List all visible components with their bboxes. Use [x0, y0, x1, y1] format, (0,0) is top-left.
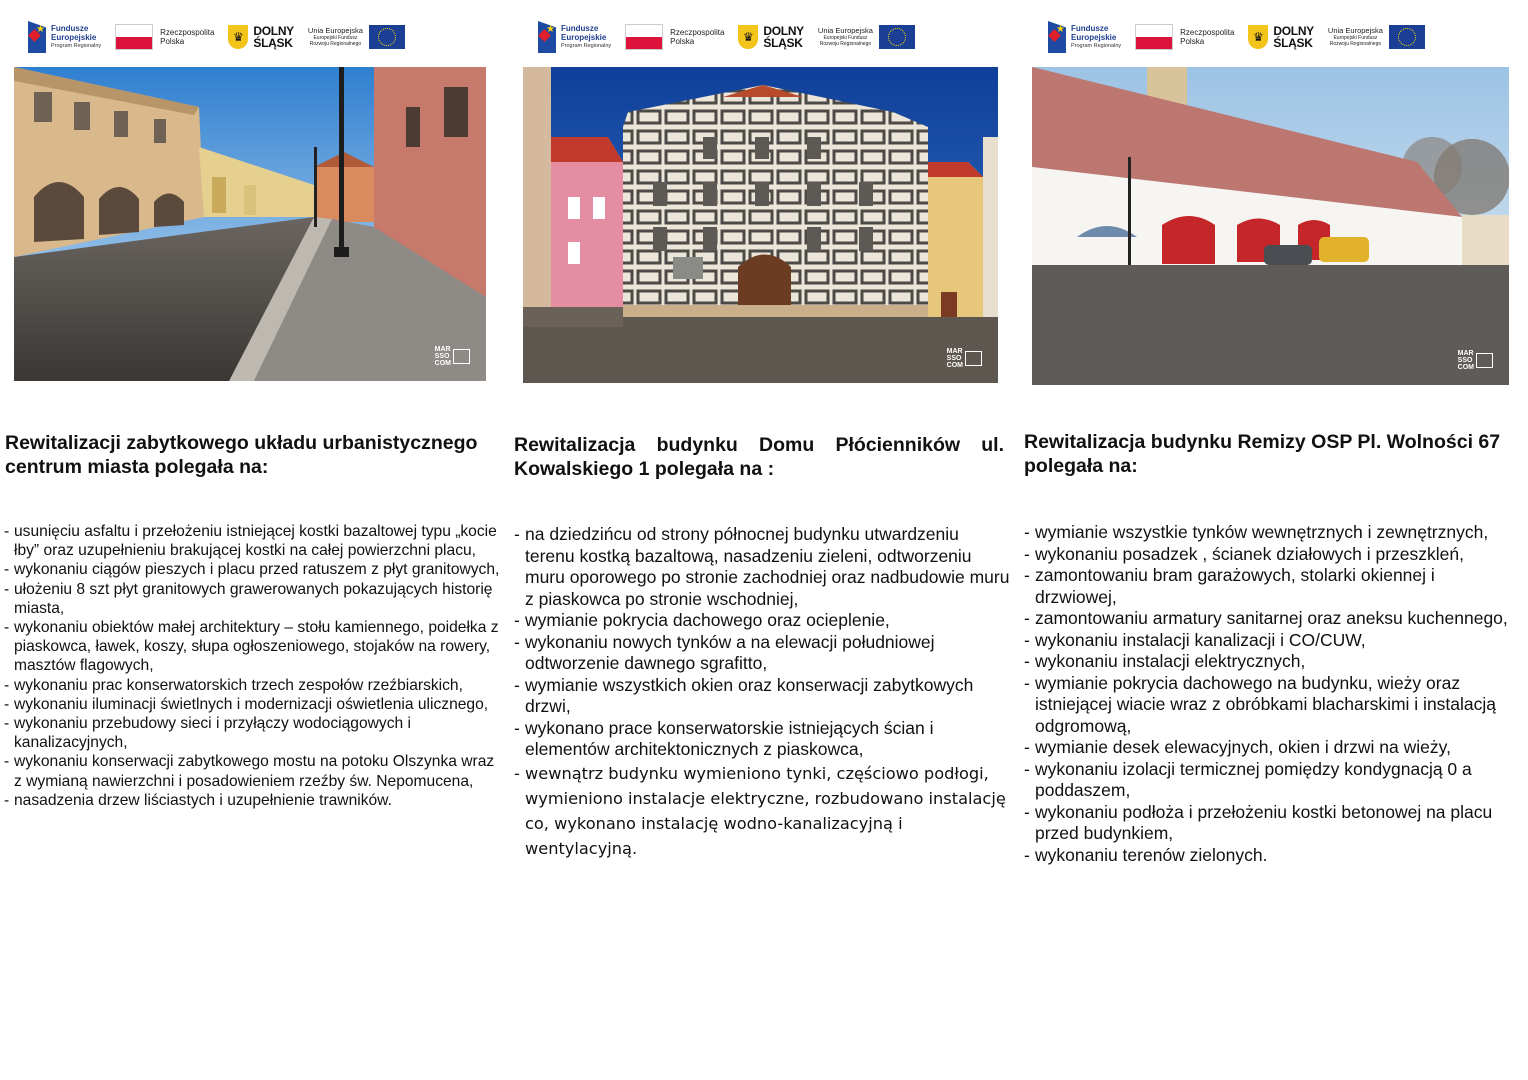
funding-logos — [538, 18, 929, 56]
list-item: - nasadzenia drzew liściastych i uzupełnienie trawników. — [4, 791, 504, 810]
list-item: - wykonaniu nowych tynków a na elewacji południowej odtworzenie dawnego sgrafitto, — [514, 632, 1010, 675]
list-item: - ułożeniu 8 szt płyt granitowych grawerowanych pokazujących historię miasta, — [4, 580, 504, 618]
list-item: - wymianie wszystkich okien oraz konserwacji zabytkowych drzwi, — [514, 675, 1010, 718]
work-list — [4, 522, 504, 810]
section-heading: Rewitalizacja budynku Domu Płócienników ul. Kowalskiego 1 polegała na : — [514, 434, 1004, 480]
list-item: - wykonaniu posadzek , ścianek działowych i przeszkleń, — [1024, 544, 1520, 566]
unia-europejska-logo: Unia Europejska Europejski Fundusz Rozwoju Regionalnego — [308, 25, 405, 49]
list-item: - zamontowaniu armatury sanitarnej oraz aneksu kuchennego, — [1024, 608, 1520, 630]
list-item: - wykonaniu obiektów małej architektury – stołu kamiennego, poidełka z piaskowca, ławek, koszy, słupa ogłoszeniowego, stojaków na rowery, masztów flagowych, — [4, 618, 504, 676]
fundusze-europejskie-logo: ★ Fundusze Europejskie Program Regionalny — [538, 21, 611, 53]
photographer-watermark: MAR SSO COM — [947, 348, 982, 369]
list-item: - zamontowaniu bram garażowych, stolarki okiennej i drzwiowej, — [1024, 565, 1520, 608]
list-item: - wykonaniu podłoża i przełożeniu kostki betonowej na placu przed budynkiem, — [1024, 802, 1520, 845]
rzeczpospolita-polska-logo: Rzeczpospolita Polska — [1135, 24, 1234, 50]
eagle-crest-icon: ♛ — [1248, 25, 1268, 49]
list-item: - wymianie wszystkie tynków wewnętrznych i zewnętrznych, — [1024, 522, 1520, 544]
dolny-slask-logo: ♛ DOLNY ŚLĄSK — [228, 25, 294, 49]
section-heading: Rewitalizacji zabytkowego układu urbanistycznego centrum miasta polegała na: — [5, 432, 478, 478]
list-item: - wykonaniu konserwacji zabytkowego mostu na potoku Olszynka wraz z wymianą nawierzchni i posadowieniem rzeźby św. Nepomucena, — [4, 752, 504, 790]
list-item: - wymianie pokrycia dachowego oraz ocieplenie, — [514, 610, 1010, 632]
photographer-watermark: MAR SSO COM — [1458, 350, 1493, 371]
list-item: - wykonaniu iluminacji świetlnych i modernizacji oświetlenia ulicznego, — [4, 695, 504, 714]
list-item: - usunięciu asfaltu i przełożeniu istniejącej kostki bazaltowej typu „kocie łby” oraz uzupełnieniu brakującej kostki na całej powierzchni placu, — [4, 522, 504, 560]
list-item: - wykonano prace konserwatorskie istniejących ścian i elementów architektonicznych z piaskowca, — [514, 718, 1010, 761]
unia-europejska-logo: Unia Europejska Europejski Fundusz Rozwoju Regionalnego — [818, 25, 915, 49]
eu-flag-icon — [1389, 25, 1425, 49]
dolny-slask-logo: ♛ DOLNY ŚLĄSK — [738, 25, 804, 49]
list-item: - na dziedzińcu od strony północnej budynku utwardzeniu terenu kostką bazaltową, nasadzeniu zieleni, odtworzeniu muru oporowego po stronie zachodniej oraz nadbudowie muru z piaskowca po stronie wschodniej, — [514, 524, 1010, 610]
fundusze-europejskie-logo: ★ Fundusze Europejskie Program Regionalny — [28, 21, 101, 53]
funding-logos — [28, 18, 419, 56]
photographer-watermark: MAR SSO COM — [435, 346, 470, 367]
list-item: - wewnątrz budynku wymieniono tynki, częściowo podłogi, wymieniono instalacje elektryczne, rozbudowano instalację co, wykonano instalację wodno-kanalizacyjną i wentylacyjną. — [514, 761, 1010, 861]
unia-europejska-logo: Unia Europejska Europejski Fundusz Rozwoju Regionalnego — [1328, 25, 1425, 49]
work-list — [1024, 522, 1520, 866]
work-list — [514, 524, 1010, 861]
fire-station-photo — [1032, 67, 1509, 385]
rzeczpospolita-polska-logo: Rzeczpospolita Polska — [115, 24, 214, 50]
list-item: - wykonaniu terenów zielonych. — [1024, 845, 1520, 867]
list-item: - wykonaniu ciągów pieszych i placu przed ratuszem z płyt granitowych, — [4, 560, 504, 579]
list-item: - wykonaniu przebudowy sieci i przyłączy wodociągowych i kanalizacyjnych, — [4, 714, 504, 752]
funding-logos — [1048, 18, 1439, 56]
rzeczpospolita-polska-logo: Rzeczpospolita Polska — [625, 24, 724, 50]
list-item: - wykonaniu instalacji elektrycznych, — [1024, 651, 1520, 673]
list-item: - wykonaniu instalacji kanalizacji i CO/CUW, — [1024, 630, 1520, 652]
eagle-crest-icon: ♛ — [738, 25, 758, 49]
eagle-crest-icon: ♛ — [228, 25, 248, 49]
sgraffito-house-photo — [523, 67, 998, 383]
town-square-street-photo — [14, 67, 486, 381]
section-heading: Rewitalizacja budynku Remizy OSP Pl. Wolności 67 polegała na: — [1024, 431, 1501, 477]
eu-flag-icon — [879, 25, 915, 49]
list-item: - wykonaniu prac konserwatorskich trzech zespołów rzeźbiarskich, — [4, 676, 504, 695]
list-item: - wymianie pokrycia dachowego na budynku, wieży oraz istniejącej wiacie wraz z obróbkami blacharskimi i instalacją odgromową, — [1024, 673, 1520, 738]
eu-flag-icon — [369, 25, 405, 49]
list-item: - wykonaniu izolacji termicznej pomiędzy kondygnacją 0 a poddaszem, — [1024, 759, 1520, 802]
dolny-slask-logo: ♛ DOLNY ŚLĄSK — [1248, 25, 1314, 49]
list-item: - wymianie desek elewacyjnych, okien i drzwi na wieży, — [1024, 737, 1520, 759]
fundusze-europejskie-logo: ★ Fundusze Europejskie Program Regionalny — [1048, 21, 1121, 53]
